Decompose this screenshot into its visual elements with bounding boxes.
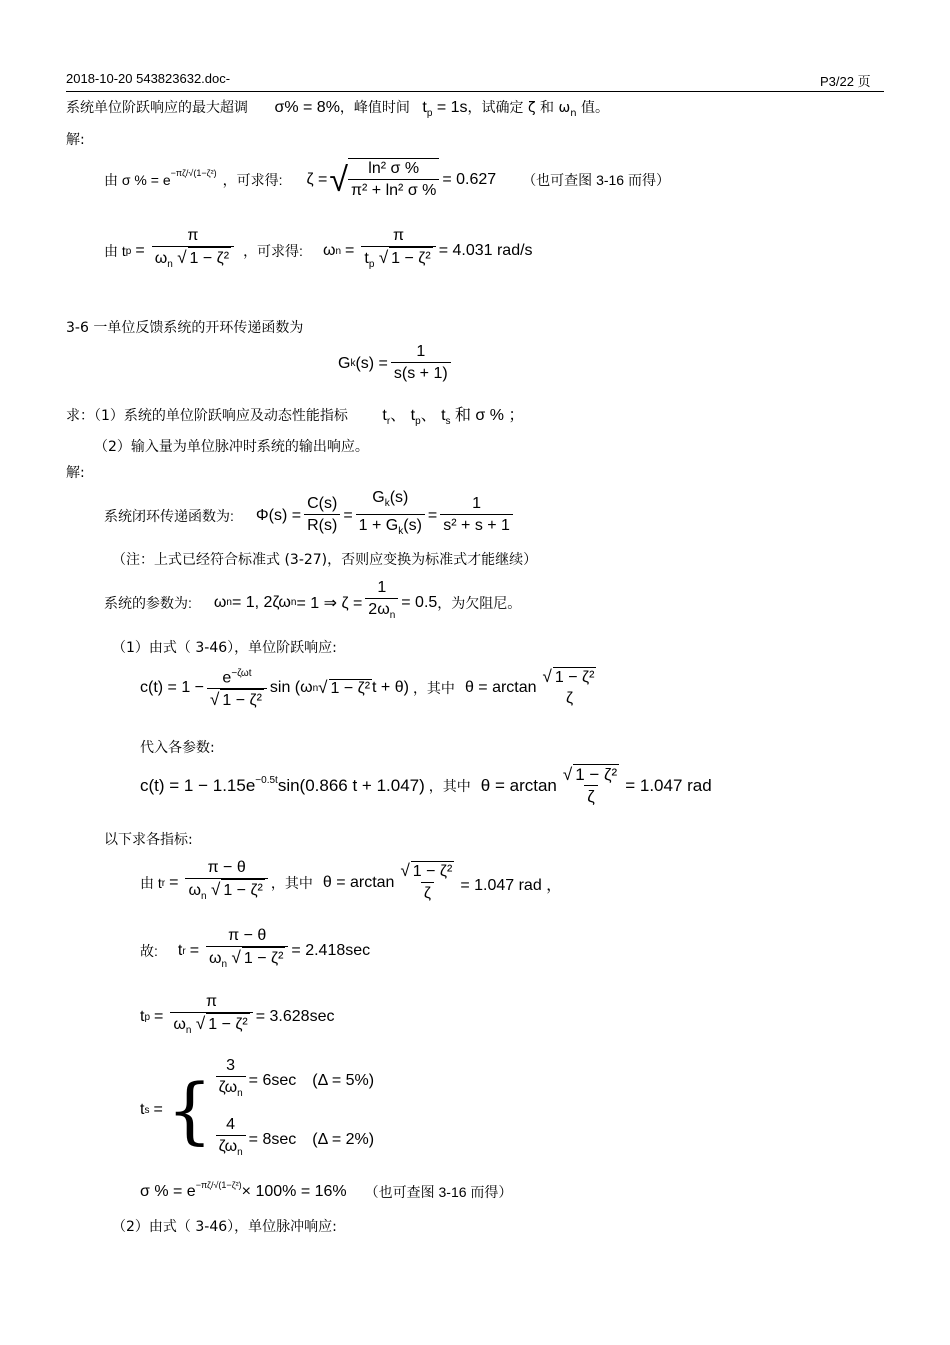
indicators-label: 以下求各指标: (104, 832, 193, 848)
system-parameters: 系统的参数为: ω n = 1, 2ζω n = 1 ⇒ ζ = $\frac{1}{2\omega_n}$ = 0.5 ，为欠阻尼。 (104, 578, 521, 627)
solution-label-1: 解: (66, 132, 85, 148)
rise-time-value: 故: t r = $\frac{\pi - \theta}{\omega_n √ 1 - \zeta^2}$ = 2.418sec (140, 926, 370, 976)
solution-label-2: 解: (66, 465, 85, 481)
header-left: 2018-10-20 543823632.doc- (66, 71, 231, 86)
standard-form-note: （注：上式已经符合标准式 (3-27)，否则应变换为标准式才能继续） (112, 552, 538, 568)
question-2: （2）输入量为单位脉冲时系统的输出响应。 (94, 439, 369, 455)
substitute-label: 代入各参数: (140, 740, 215, 756)
step-response-formula: c(t) = 1 − $\frac{e^{-\zeta\omega t}}{\text{√ 1 − ζ²}}$ sin (ω n √ 1 − ζ² t + θ) ，其中 θ = arctan √ 1 − ζ² ζ (140, 664, 602, 712)
overshoot-value: σ % = e $^{-\pi\zeta/√(1-\zeta^2)}$ × 100% = 16% （也可查图 3-16 而得） (140, 1180, 513, 1200)
settling-time-value: t s = { $\frac{3}{\zeta\omega_n}$ = 6sec (Δ = 5%) $\frac{4}{\zeta\omega_n}$ = 8sec (Δ = 2%) (140, 1056, 374, 1164)
problem-3-6-title: 3-6 一单位反馈系统的开环传递函数为 (66, 320, 304, 336)
rise-time-formula: 由 t r = $\frac{\pi - \theta}{\omega_n √ 1 - \zeta^2}$ ，其中 θ = arctan $\frac{\text{√ 1 − ζ²}}{\zeta}$ = 1.047 rad ， (140, 858, 562, 908)
peak-time-value: t p = $\frac{\pi}{\omega_n √ 1 - \zeta^2}$ = 3.628sec (140, 992, 334, 1042)
step-response-numeric: c(t) = 1 − 1.15e $^{-0.5t}$ sin(0.866 t + 1.047) ，其中 θ = arctan $\frac{\text{√ 1 − ζ²}}{\zeta}$ = 1.047 rad (140, 765, 712, 806)
omega-derivation: 由 t p = $\frac{\pi}{\omega_n √ 1 - \zeta^2}$ ，可求得: ω n = $\frac{\pi}{t_p √ 1 - \zeta^2}$ = 4.031 rad/s (104, 226, 533, 276)
header-right: P3/22 页 (820, 74, 871, 89)
problem-line: 系统单位阶跃响应的最大超调 σ% = 8%，峰值时间 $t_p = 1s$，试确定 ζ 和 $\omega_n$ 值。 (66, 99, 610, 120)
open-loop-tf: G k (s) = $\frac{1}{s(s + 1)}$ (338, 342, 454, 385)
impulse-response-label: （2）由式（ 3-46），单位脉冲响应: (112, 1219, 337, 1235)
closed-loop-tf: 系统闭环传递函数为: Φ(s) = $\frac{C(s)}{R(s)}$ = $\frac{G_k(s)}{1 + G_k(s)}$ = $\frac{1}{\text{s² + s + 1}}$ (104, 488, 516, 543)
header-rule (66, 91, 884, 92)
step-response-label: （1）由式（ 3-46），单位阶跃响应: (112, 640, 337, 656)
question-1: 求：（1）系统的单位阶跃响应及动态性能指标 $t_r$、 $t_p$、 $t_s$ 和 σ % ； (66, 407, 525, 428)
zeta-derivation: 由 σ % = e $^{-\pi\zeta/√(1-\zeta^2)}$ ，可求得: ζ = √ $\frac{\text{ln² σ \%}}{\text{π² + ln² σ \%}}$ = 0.627 （也可查图 3-16 而得） (104, 158, 670, 202)
